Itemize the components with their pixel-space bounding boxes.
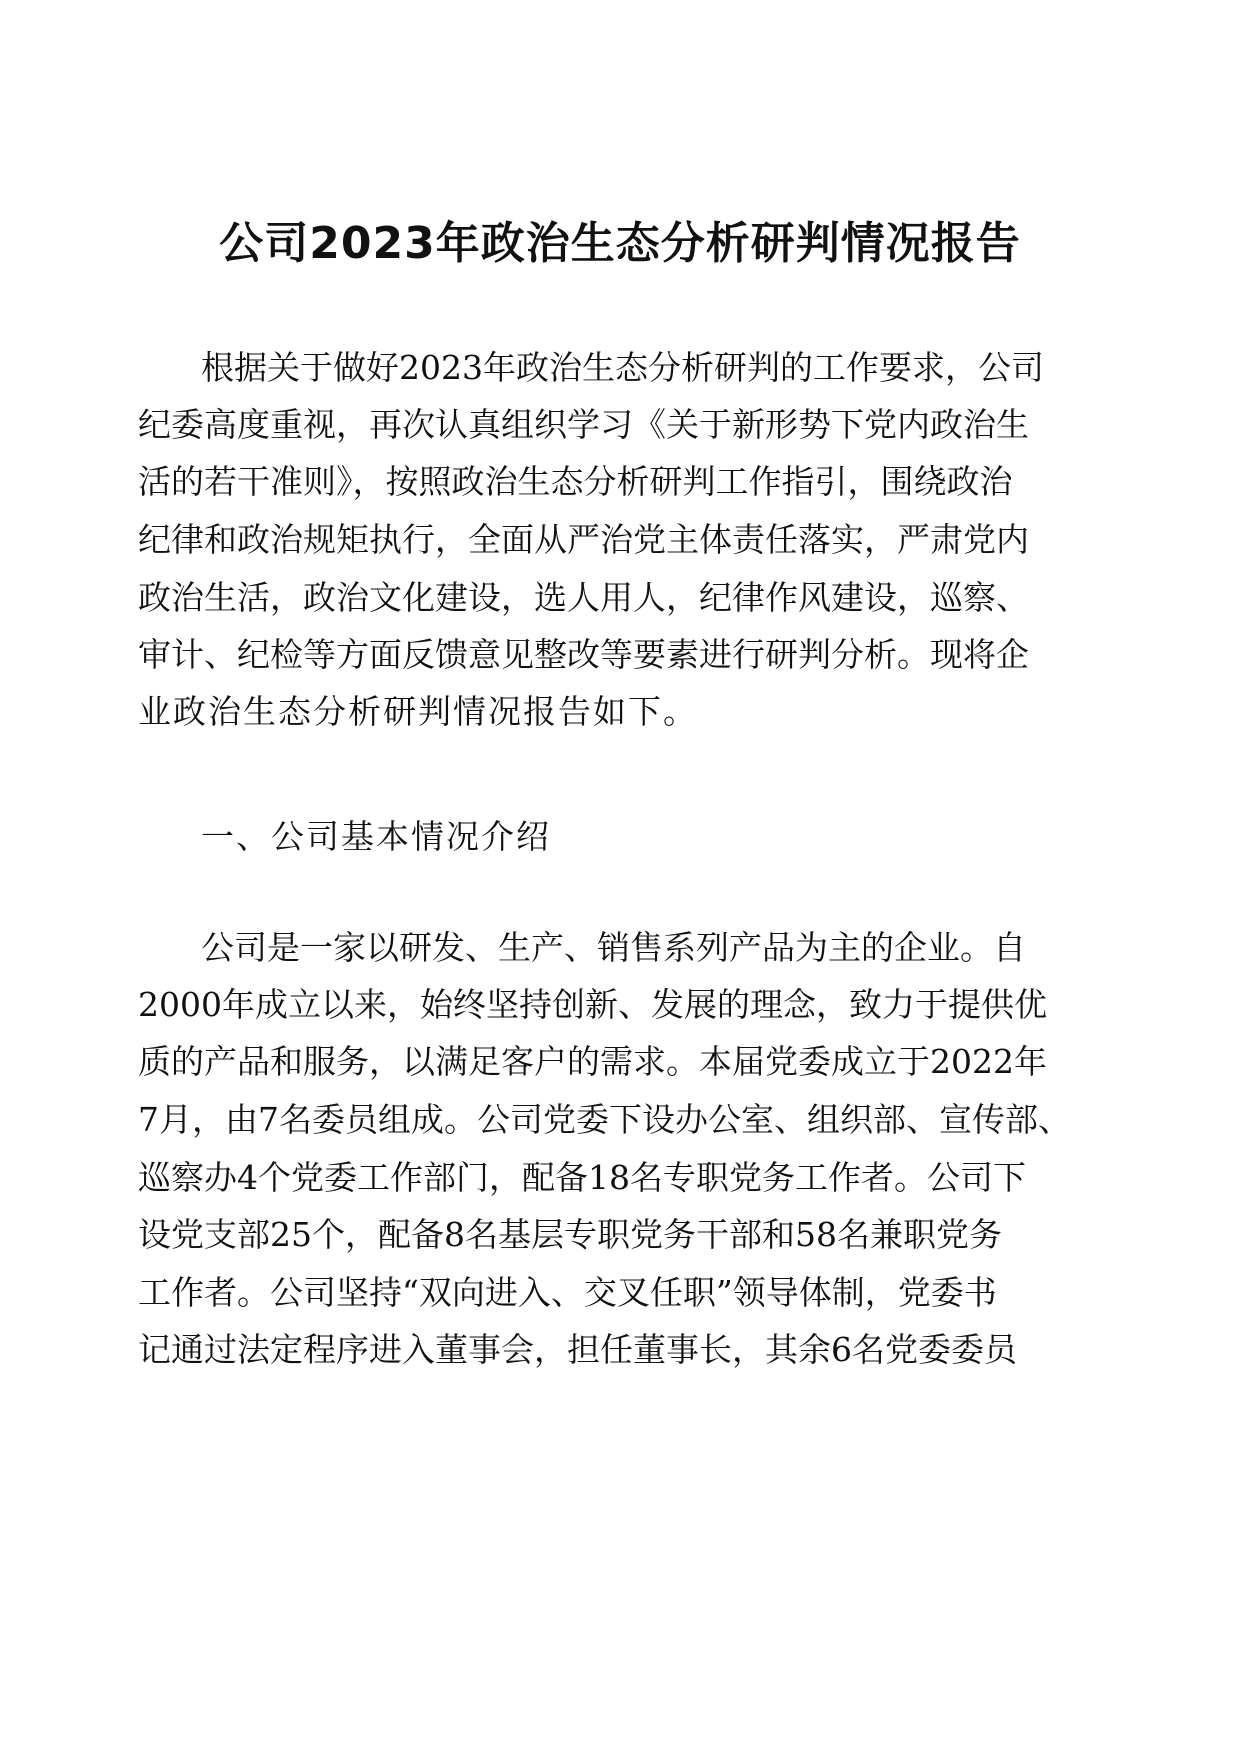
section1-line: 巡察办4个党委工作部门，配备18名专职党务工作者。公司下 — [138, 1158, 1026, 1197]
intro-line: 审计、纪检等方面反馈意见整改等要素进行研判分析。现将企 — [138, 635, 1029, 674]
intro-line: 纪委高度重视，再次认真组织学习《关于新形势下党内政治生 — [138, 405, 1029, 444]
intro-line: 活的若干准则》，按照政治生态分析研判工作指引，围绕政治 — [138, 462, 1013, 501]
intro-line: 纪律和政治规矩执行，全面从严治党主体责任落实，严肃党内 — [138, 520, 1029, 559]
section1-line: 记通过法定程序进入董事会，担任董事长，其余6名党委委员 — [138, 1330, 1017, 1369]
section-heading: 一、公司基本情况介绍 — [201, 817, 551, 856]
intro-line: 根据关于做好2023年政治生态分析研判的工作要求，公司 — [201, 348, 1044, 387]
section1-line: 工作者。公司坚持“双向进入、交叉任职”领导体制，党委书 — [138, 1273, 997, 1312]
intro-line: 政治生活，政治文化建设，选人用人，纪律作风建设，巡察、 — [138, 578, 1029, 617]
section1-line: 质的产品和服务，以满足客户的需求。本届党委成立于2022年 — [138, 1042, 1047, 1081]
intro-line: 业政治生态分析研判情况报告如下。 — [138, 692, 698, 731]
section1-line: 公司是一家以研发、生产、销售系列产品为主的企业。自 — [201, 928, 1026, 967]
document-title: 公司2023年政治生态分析研判情况报告 — [219, 218, 1021, 269]
section1-line: 7月，由7名委员组成。公司党委下设办公室、组织部、宣传部、 — [138, 1100, 1071, 1139]
section1-line: 设党支部25个，配备8名基层专职党务干部和58名兼职党务 — [138, 1215, 1002, 1254]
section1-line: 2000年成立以来，始终坚持创新、发展的理念，致力于提供优 — [138, 985, 1047, 1024]
